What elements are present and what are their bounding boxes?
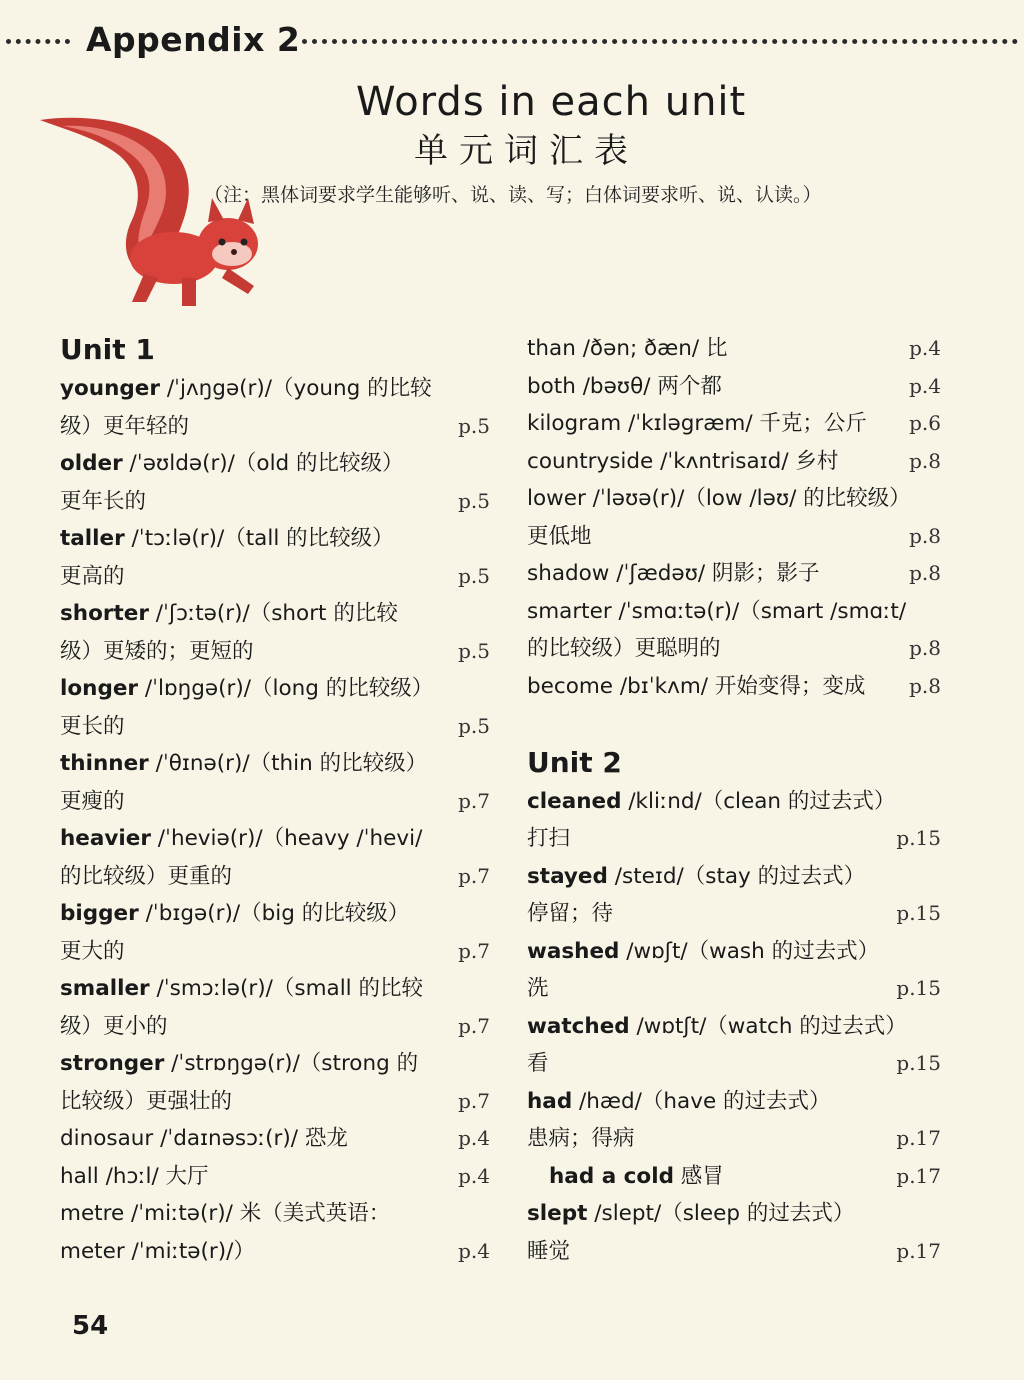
- vocab-entry: [527, 1008, 907, 1046]
- vocab-definition: /ˈtɔːlə(r)/（tall 的比较级）: [124, 526, 394, 551]
- vocab-line: [527, 443, 957, 481]
- vocab-entry: [527, 518, 592, 556]
- vocab-entry: [527, 1083, 831, 1121]
- vocab-line: [60, 1120, 490, 1158]
- unit-title: Unit 1: [60, 333, 155, 366]
- vocab-line: [527, 1195, 957, 1233]
- vocab-definition: 级）更年轻的: [60, 413, 190, 439]
- vocab-line: [60, 895, 490, 933]
- vocab-definition: /ˈstrɒŋgə(r)/（strong 的: [164, 1051, 419, 1076]
- vocab-definition: 级）更矮的；更短的: [60, 638, 254, 664]
- vocab-word: bigger: [60, 901, 139, 926]
- vocab-line: [527, 593, 957, 631]
- vocab-line: [527, 668, 957, 706]
- vocab-word: shorter: [60, 601, 149, 626]
- vocab-entry: [549, 1158, 724, 1196]
- vocab-line: [527, 1083, 957, 1121]
- vocab-entry: [60, 933, 125, 971]
- vocab-line: [60, 1195, 490, 1233]
- vocab-entry: [527, 1195, 854, 1233]
- vocab-definition: countryside /ˈkʌntrisaɪd/ 乡村: [527, 448, 839, 474]
- vocab-line: [60, 1158, 490, 1196]
- vocab-line: [60, 970, 490, 1008]
- vocab-entry: [60, 708, 125, 746]
- vocab-entry: [527, 405, 867, 443]
- vocab-line: [60, 670, 490, 708]
- vocab-definition: /ˈθɪnə(r)/（thin 的比较级）: [148, 751, 428, 776]
- page-reference: p.4: [909, 373, 941, 398]
- page-reference: p.5: [458, 638, 490, 663]
- vocab-line: [527, 1158, 957, 1196]
- vocab-definition: metre /ˈmiːtə(r)/ 米（美式英语：: [60, 1201, 391, 1226]
- vocab-line: [527, 1120, 957, 1158]
- vocab-line: [527, 555, 957, 593]
- vocab-entry: [527, 1120, 635, 1158]
- vocab-definition: 患病；得病: [527, 1126, 635, 1151]
- vocab-definition: /ˈlɒŋgə(r)/（long 的比较级）: [138, 676, 434, 701]
- vocab-entry: [527, 1045, 549, 1083]
- page-reference: p.6: [909, 411, 941, 435]
- vocab-entry: [527, 668, 865, 706]
- page-reference: p.5: [458, 713, 490, 738]
- vocab-word: had a cold: [549, 1163, 674, 1189]
- vocab-entry: [60, 483, 146, 521]
- vocab-word: watched: [527, 1013, 630, 1039]
- vocab-entry: [60, 520, 394, 558]
- page-reference: p.7: [458, 788, 490, 813]
- squirrel-illustration: [32, 112, 262, 312]
- page-reference: p.15: [896, 826, 941, 850]
- vocab-word: slept: [527, 1201, 588, 1226]
- title-chinese: 单元词汇表: [414, 131, 639, 171]
- vocab-line: [527, 518, 957, 556]
- vocab-word: stronger: [60, 1051, 165, 1076]
- vocab-line: [527, 630, 957, 668]
- vocab-definition: lower /ˈləʊə(r)/（low /ləʊ/ 的比较级）: [527, 486, 911, 511]
- vocab-definition: 更低地: [527, 523, 592, 549]
- page-reference: p.15: [896, 976, 941, 1000]
- vocab-line: [60, 745, 490, 783]
- page-reference: p.7: [458, 938, 490, 963]
- vocab-word: washed: [527, 938, 620, 964]
- vocab-entry: [60, 895, 409, 933]
- vocab-line: [527, 330, 957, 368]
- vocab-line: [527, 783, 957, 821]
- vocab-entry: [527, 895, 613, 933]
- vocab-entry: [60, 1120, 348, 1158]
- vocab-entry: [60, 595, 398, 633]
- vocab-line: [60, 1008, 490, 1046]
- vocab-entry: [527, 443, 838, 481]
- vocab-line: [60, 1045, 490, 1083]
- vocab-line: [527, 895, 957, 933]
- vocab-entry: [60, 970, 423, 1008]
- vocab-word: heavier: [60, 826, 151, 851]
- vocab-line: [60, 370, 490, 408]
- vocab-line: [527, 858, 957, 896]
- page-reference: p.5: [458, 563, 490, 588]
- vocab-definition: 感冒: [673, 1163, 724, 1189]
- vocab-definition: 看: [527, 1051, 549, 1076]
- vocab-entry: [527, 555, 819, 593]
- vocab-entry: [60, 445, 404, 483]
- vocab-definition: 更长的: [60, 713, 125, 739]
- page-reference: p.8: [909, 673, 941, 698]
- vocab-entry: [527, 630, 721, 668]
- page-reference: p.17: [896, 1238, 941, 1263]
- page-reference: p.15: [896, 901, 941, 925]
- vocab-definition: dinosaur /ˈdaɪnəsɔː(r)/ 恐龙: [60, 1126, 348, 1151]
- vocab-entry: [60, 408, 189, 446]
- vocab-entry: [527, 1233, 570, 1271]
- vocab-definition: 级）更小的: [60, 1013, 168, 1039]
- page-reference: p.15: [896, 1051, 941, 1075]
- dotted-rule-right: [302, 39, 1018, 44]
- vocab-definition: 更大的: [60, 938, 125, 964]
- page-reference: p.5: [458, 413, 490, 438]
- vocab-line: [60, 633, 490, 671]
- vocab-word: had: [527, 1088, 573, 1114]
- page-number: 54: [72, 1311, 109, 1341]
- vocab-definition: smarter /ˈsmɑːtə(r)/（smart /smɑːt/: [527, 598, 907, 624]
- page-reference: p.17: [896, 1126, 941, 1150]
- vocab-line: [527, 933, 957, 971]
- vocab-line: [527, 368, 957, 406]
- page-reference: p.8: [909, 523, 941, 548]
- page-reference: p.7: [458, 1088, 490, 1113]
- vocab-line: [60, 783, 490, 821]
- vocab-definition: shadow /ˈʃædəʊ/ 阴影；影子: [527, 561, 820, 586]
- vocab-entry: [60, 558, 125, 596]
- vocab-entry: [60, 858, 232, 896]
- vocab-line: [60, 1233, 490, 1271]
- vocab-definition: /ˈsmɔːlə(r)/（small 的比较: [149, 976, 423, 1001]
- page-reference: p.17: [896, 1163, 941, 1188]
- vocab-definition: meter /ˈmiːtə(r)/）: [60, 1238, 255, 1264]
- vocab-definition: /ˈheviə(r)/（heavy /ˈhevi/: [150, 826, 423, 851]
- vocab-word: longer: [60, 676, 139, 701]
- right-column: [527, 330, 957, 1270]
- vocab-entry: [60, 670, 433, 708]
- vocab-entry: [527, 330, 728, 368]
- appendix-header: [0, 18, 1024, 62]
- vocab-entry: [60, 1158, 209, 1196]
- page-reference: p.5: [458, 488, 490, 513]
- vocab-entry: [60, 745, 427, 783]
- vocab-definition: than /ðən; ðæn/ 比: [527, 336, 728, 361]
- vocab-definition: 比较级）更强壮的: [60, 1088, 233, 1114]
- vocab-definition: /wɒtʃt/（watch 的过去式）: [629, 1013, 907, 1039]
- vocab-definition: 的比较级）更重的: [60, 863, 233, 889]
- vocab-entry: [527, 593, 906, 631]
- vocab-definition: both /bəʊθ/ 两个都: [527, 373, 722, 399]
- vocab-word: thinner: [60, 751, 149, 776]
- vocab-entry: [60, 820, 422, 858]
- vocab-entry: [527, 368, 722, 406]
- page-reference: p.8: [909, 561, 941, 585]
- vocab-entry: [527, 858, 865, 896]
- dotted-rule-left: [6, 39, 70, 44]
- vocab-word: older: [60, 451, 123, 476]
- vocab-line: [527, 1233, 957, 1271]
- vocab-entry: [527, 480, 911, 518]
- unit-title: Unit 2: [527, 745, 622, 779]
- page-reference: p.4: [458, 1163, 490, 1188]
- vocab-definition: /ˈʃɔːtə(r)/（short 的比较: [148, 601, 398, 626]
- vocab-definition: kilogram /ˈkɪləgræm/ 千克；公斤: [527, 411, 867, 436]
- vocab-line: [60, 558, 490, 596]
- vocab-line: [527, 1045, 957, 1083]
- page-reference: p.4: [909, 336, 941, 360]
- title-english: Words in each unit: [356, 79, 747, 125]
- vocab-entry: [60, 633, 254, 671]
- vocab-line: [60, 708, 490, 746]
- vocab-entry: [60, 1045, 418, 1083]
- page-reference: p.8: [909, 448, 941, 473]
- vocab-word: taller: [60, 526, 125, 551]
- vocab-definition: become /bɪˈkʌm/ 开始变得；变成: [527, 673, 866, 699]
- page-reference: p.4: [458, 1126, 490, 1150]
- vocab-entry: [527, 820, 570, 858]
- vocab-line: [60, 933, 490, 971]
- vocab-entry: [527, 783, 895, 821]
- vocab-definition: 更瘦的: [60, 788, 125, 814]
- vocab-definition: 洗: [527, 976, 549, 1001]
- page-reference: p.4: [458, 1238, 490, 1263]
- vocab-line: [60, 820, 490, 858]
- vocab-line: [527, 1008, 957, 1046]
- vocab-line: [527, 820, 957, 858]
- vocab-definition: /wɒʃt/（wash 的过去式）: [619, 938, 880, 964]
- vocab-entry: [527, 933, 879, 971]
- vocab-line: [60, 858, 490, 896]
- vocab-entry: [60, 1083, 232, 1121]
- vocab-line: [60, 595, 490, 633]
- vocab-line: [60, 520, 490, 558]
- vocab-definition: 睡觉: [527, 1238, 571, 1264]
- vocab-line: [60, 1083, 490, 1121]
- vocab-word: cleaned: [527, 788, 622, 814]
- section-gap: [527, 705, 957, 743]
- vocab-word: smaller: [60, 976, 150, 1001]
- appendix-title: Appendix 2: [86, 20, 301, 59]
- vocab-line: [527, 405, 957, 443]
- vocab-line: [527, 970, 957, 1008]
- vocab-entry: [60, 1008, 168, 1046]
- vocab-definition: 更年长的: [60, 488, 147, 514]
- page-reference: p.7: [458, 1013, 490, 1038]
- vocab-definition: 停留；待: [527, 901, 614, 926]
- vocab-definition: /ˈəʊldə(r)/（old 的比较级）: [122, 451, 404, 476]
- vocab-entry: [60, 783, 125, 821]
- page-reference: p.8: [909, 636, 941, 660]
- vocab-definition: /ˈjʌŋgə(r)/（young 的比较: [159, 376, 432, 401]
- vocab-definition: /ˈbɪgə(r)/（big 的比较级）: [138, 901, 410, 926]
- page-reference: p.7: [458, 863, 490, 888]
- vocab-definition: 打扫: [527, 826, 571, 851]
- vocab-definition: 的比较级）更聪明的: [527, 636, 721, 661]
- vocab-definition: /slept/（sleep 的过去式）: [587, 1201, 855, 1226]
- vocab-line: [60, 408, 490, 446]
- vocab-entry: [527, 970, 549, 1008]
- vocab-entry: [60, 1195, 390, 1233]
- vocab-definition: /steɪd/（stay 的过去式）: [607, 863, 866, 889]
- vocab-definition: 更高的: [60, 563, 125, 589]
- vocab-line: [60, 445, 490, 483]
- vocab-definition: /hæd/（have 的过去式）: [572, 1088, 831, 1114]
- vocab-line: [527, 480, 957, 518]
- vocab-entry: [60, 1233, 255, 1271]
- vocab-definition: hall /hɔːl/ 大厅: [60, 1163, 209, 1189]
- vocab-word: stayed: [527, 863, 608, 889]
- vocab-word: younger: [60, 376, 160, 401]
- usage-note: （注：黑体词要求学生能够听、说、读、写；白体词要求听、说、认读。）: [204, 184, 822, 206]
- vocab-line: [60, 483, 490, 521]
- vocab-entry: [60, 370, 432, 408]
- vocab-definition: /kliːnd/（clean 的过去式）: [621, 788, 896, 814]
- left-column: [60, 330, 490, 1270]
